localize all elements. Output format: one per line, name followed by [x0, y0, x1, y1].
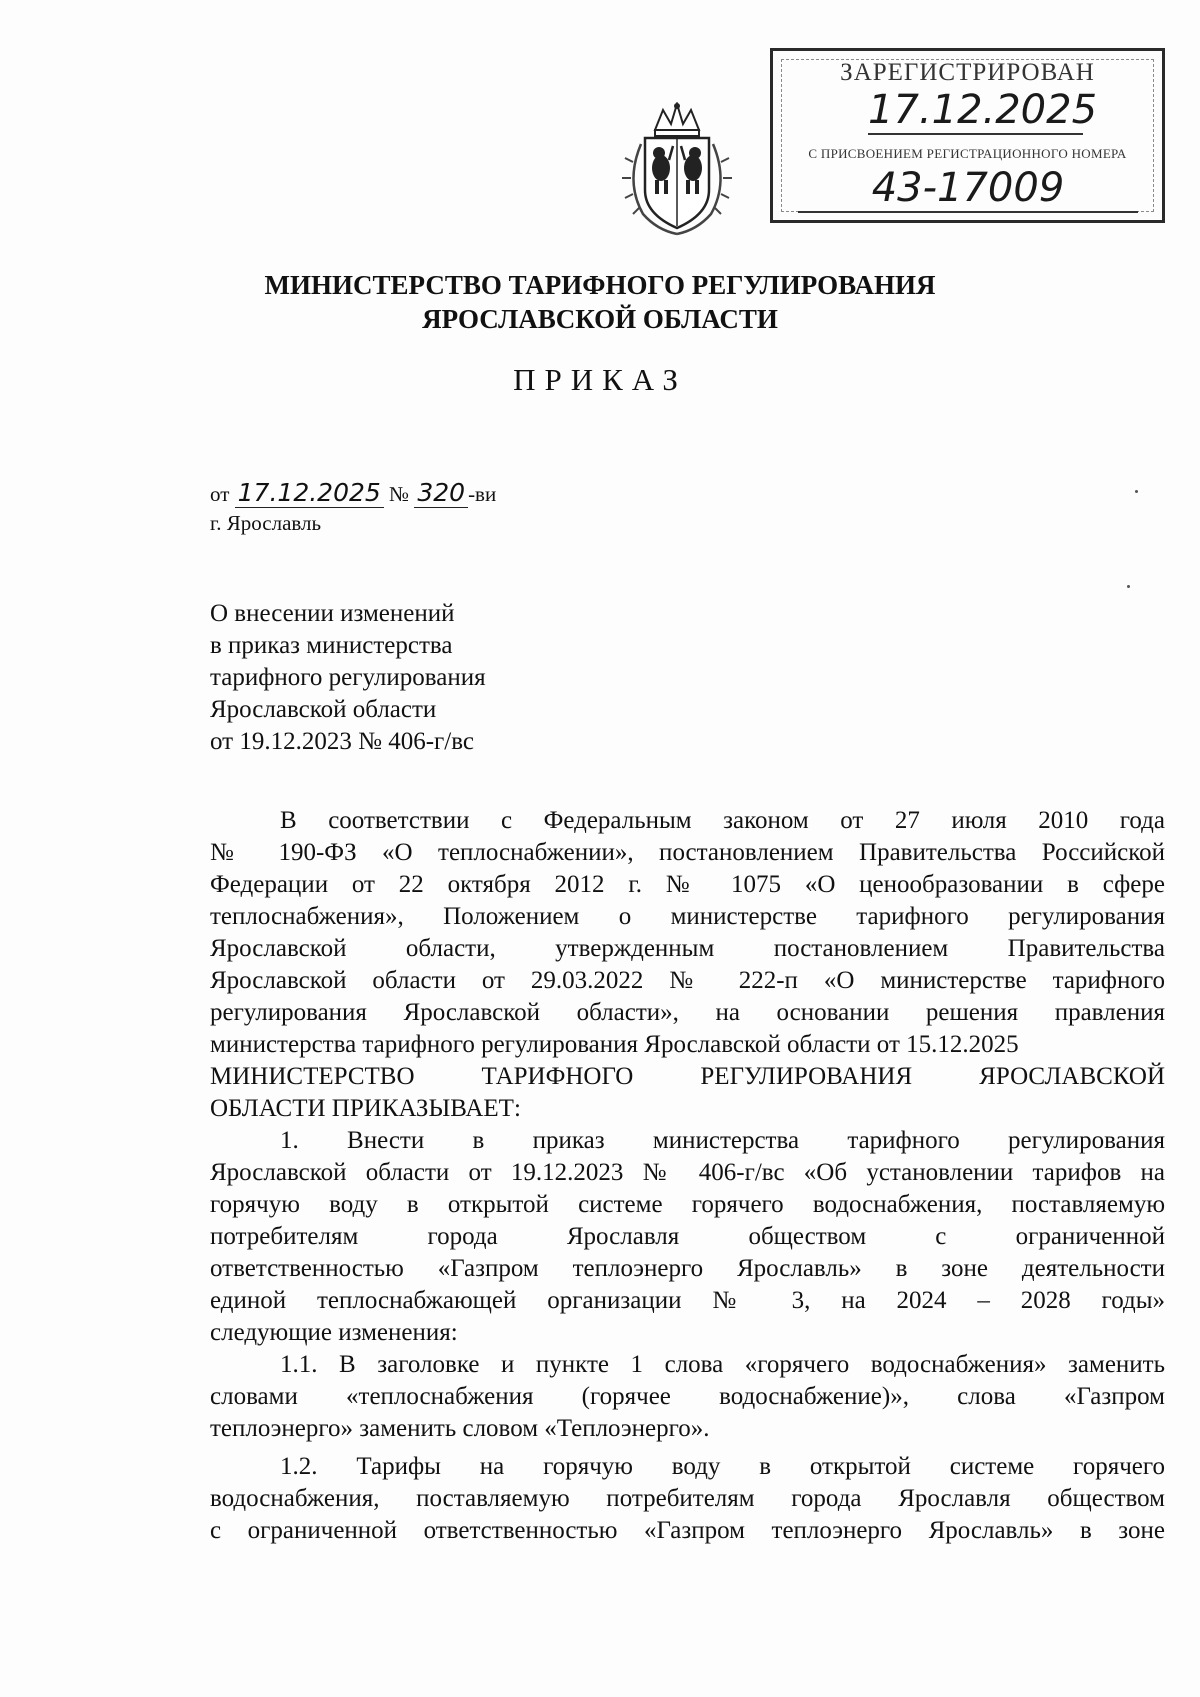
- subject-line: тарифного регулирования: [210, 664, 486, 691]
- body-line: Ярославской области от 29.03.2022 № 222-п «О министерстве тарифного: [210, 967, 1165, 994]
- body-line: 1.1. В заголовке и пункте 1 слова «горячего водоснабжения» заменить: [280, 1351, 1165, 1378]
- date-prefix: от: [210, 482, 230, 506]
- handwritten-order-date: 17.12.2025: [235, 478, 384, 508]
- body-line: с ограниченной ответственностью «Газпром теплоэнерго Ярославль» в зоне: [210, 1517, 1165, 1544]
- registration-stamp: [770, 48, 1165, 223]
- order-subject: [210, 598, 630, 758]
- body-line: горячую воду в открытой системе горячего водоснабжения, поставляемую: [210, 1191, 1165, 1218]
- document-type: ПРИКАЗ: [513, 362, 687, 397]
- subject-line: в приказ министерства: [210, 632, 453, 659]
- body-line: ОБЛАСТИ ПРИКАЗЫВАЕТ:: [210, 1095, 521, 1122]
- subject-line: от 19.12.2023 № 406-г/вс: [210, 728, 474, 755]
- body-line: следующие изменения:: [210, 1319, 458, 1346]
- scan-speck: [1127, 585, 1130, 588]
- body-line: теплоэнерго» заменить словом «Теплоэнерго».: [210, 1415, 710, 1442]
- stamp-title: ЗАРЕГИСТРИРОВАН: [840, 59, 1095, 86]
- body-line: Ярославской области от 19.12.2023 № 406-г/вс «Об установлении тарифов на: [210, 1159, 1165, 1186]
- body-line: регулирования Ярославской области», на основании решения правления: [210, 999, 1165, 1026]
- body-line: ответственностью «Газпром теплоэнерго Ярославль» в зоне деятельности: [210, 1255, 1165, 1282]
- scan-speck: [1135, 490, 1138, 493]
- body-line: МИНИСТЕРСТВО ТАРИФНОГО РЕГУЛИРОВАНИЯ ЯРОСЛАВСКОЙ: [210, 1063, 1165, 1090]
- handwritten-order-number: 320: [414, 478, 468, 508]
- body-line: Ярославской области, утвержденным постановлением Правительства: [210, 935, 1165, 962]
- order-date-line: [210, 480, 496, 507]
- body-line: В соответствии с Федеральным законом от 27 июля 2010 года: [280, 807, 1165, 834]
- body-line: 1.2. Тарифы на горячую воду в открытой системе горячего: [280, 1453, 1165, 1480]
- body-line: потребителям города Ярославля обществом с ограниченной: [210, 1223, 1165, 1250]
- body-line: единой теплоснабжающей организации № 3, на 2024 – 2028 годы»: [210, 1287, 1165, 1314]
- body-line: словами «теплоснабжения (горячее водоснабжение)», слова «Газпром: [210, 1383, 1165, 1410]
- order-body: [210, 805, 1165, 1547]
- body-line: теплоснабжения», Положением о министерстве тарифного регулирования: [210, 903, 1165, 930]
- stamp-subtitle: С ПРИСВОЕНИЕМ РЕГИСТРАЦИОННОГО НОМЕРА: [808, 146, 1127, 161]
- organization-name-line2: ЯРОСЛАВСКОЙ ОБЛАСТИ: [422, 304, 778, 334]
- stamp-handwritten-number: 43-17009: [798, 165, 1138, 213]
- body-line: водоснабжения, поставляемую потребителям города Ярославля обществом: [210, 1485, 1165, 1512]
- subject-line: Ярославской области: [210, 696, 437, 723]
- stamp-handwritten-date: 17.12.2025: [868, 87, 1098, 133]
- body-line: министерства тарифного регулирования Ярославской области от 15.12.2025: [210, 1031, 1019, 1058]
- organization-name-line1: МИНИСТЕРСТВО ТАРИФНОГО РЕГУЛИРОВАНИЯ: [264, 270, 936, 300]
- city: г. Ярославль: [210, 511, 322, 535]
- body-line: № 190-ФЗ «О теплоснабжении», постановлением Правительства Российской: [210, 839, 1165, 866]
- yaroslavl-coat-of-arms-icon: [615, 102, 740, 237]
- subject-line: О внесении изменений: [210, 600, 455, 627]
- body-line: Федерации от 22 октября 2012 г. № 1075 «О ценообразовании в сфере: [210, 871, 1165, 898]
- number-suffix: -ви: [468, 482, 497, 506]
- body-line: 1. Внести в приказ министерства тарифного регулирования: [280, 1127, 1165, 1154]
- number-sign: №: [389, 482, 410, 506]
